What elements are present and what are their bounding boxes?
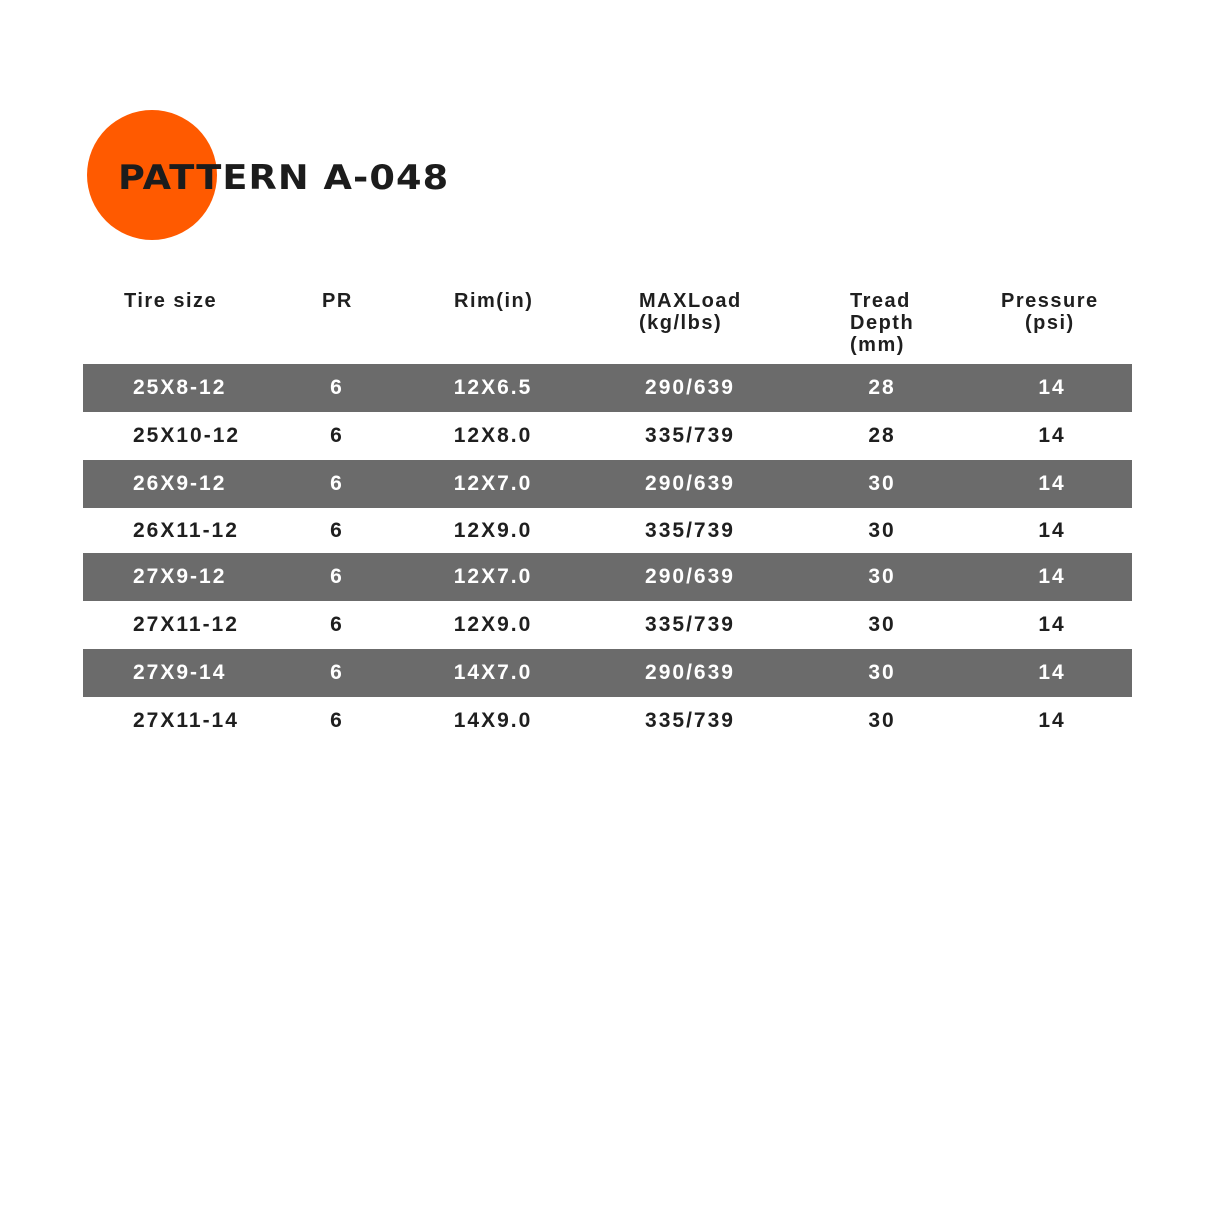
header-pressure: Pressure (psi) bbox=[1001, 290, 1099, 334]
cell-pr: 6 bbox=[330, 424, 344, 447]
spec-table bbox=[83, 364, 1132, 745]
cell-rim: 12X7.0 bbox=[453, 565, 533, 588]
table-row bbox=[83, 553, 1132, 601]
header-pr: PR bbox=[322, 290, 353, 312]
cell-tread-depth: 30 bbox=[868, 518, 896, 542]
table-row bbox=[83, 697, 1132, 745]
cell-tire-size: 27X11-12 bbox=[133, 613, 239, 636]
cell-pressure: 14 bbox=[1038, 661, 1066, 684]
cell-rim: 14X9.0 bbox=[453, 709, 533, 732]
cell-tread-depth: 30 bbox=[868, 709, 896, 732]
table-row bbox=[83, 649, 1132, 697]
table-row bbox=[83, 364, 1132, 412]
cell-max-load: 290/639 bbox=[645, 565, 735, 588]
cell-pressure: 14 bbox=[1038, 518, 1066, 542]
cell-rim: 12X6.5 bbox=[453, 376, 533, 399]
header-tread-depth: Tread Depth (mm) bbox=[850, 290, 915, 356]
cell-pressure: 14 bbox=[1038, 709, 1066, 732]
cell-tire-size: 27X9-12 bbox=[133, 565, 227, 588]
cell-max-load: 290/639 bbox=[645, 376, 735, 399]
cell-pr: 6 bbox=[330, 472, 344, 495]
cell-max-load: 335/739 bbox=[645, 424, 735, 447]
cell-pr: 6 bbox=[330, 518, 344, 542]
table-row bbox=[83, 412, 1132, 460]
table-row bbox=[83, 460, 1132, 508]
cell-tire-size: 27X9-14 bbox=[133, 661, 227, 684]
cell-max-load: 335/739 bbox=[645, 518, 735, 542]
cell-tread-depth: 30 bbox=[868, 565, 896, 588]
header-tire-size: Tire size bbox=[124, 290, 218, 312]
header-max-load: MAXLoad (kg/lbs) bbox=[639, 290, 742, 334]
page-title: PATTERN A-048 bbox=[118, 158, 450, 198]
cell-tire-size: 26X11-12 bbox=[133, 518, 239, 542]
cell-tire-size: 25X10-12 bbox=[133, 424, 241, 447]
cell-tire-size: 25X8-12 bbox=[133, 376, 227, 399]
cell-pressure: 14 bbox=[1038, 613, 1066, 636]
cell-pressure: 14 bbox=[1038, 424, 1066, 447]
cell-tire-size: 26X9-12 bbox=[133, 472, 227, 495]
cell-pr: 6 bbox=[330, 565, 344, 588]
cell-tread-depth: 28 bbox=[868, 424, 896, 447]
cell-tire-size: 27X11-14 bbox=[133, 709, 239, 732]
cell-pressure: 14 bbox=[1038, 376, 1066, 399]
table-row bbox=[83, 508, 1132, 553]
cell-tread-depth: 30 bbox=[868, 661, 896, 684]
cell-pr: 6 bbox=[330, 613, 344, 636]
cell-rim: 12X8.0 bbox=[453, 424, 533, 447]
cell-pressure: 14 bbox=[1038, 565, 1066, 588]
cell-pr: 6 bbox=[330, 376, 344, 399]
cell-tread-depth: 28 bbox=[868, 376, 896, 399]
cell-max-load: 335/739 bbox=[645, 613, 735, 636]
cell-tread-depth: 30 bbox=[868, 613, 896, 636]
cell-max-load: 290/639 bbox=[645, 472, 735, 495]
header-rim: Rim(in) bbox=[454, 290, 534, 312]
cell-rim: 12X9.0 bbox=[453, 518, 533, 542]
cell-rim: 14X7.0 bbox=[453, 661, 533, 684]
cell-rim: 12X7.0 bbox=[453, 472, 533, 495]
cell-rim: 12X9.0 bbox=[453, 613, 533, 636]
cell-pr: 6 bbox=[330, 661, 344, 684]
table-row bbox=[83, 601, 1132, 649]
cell-pr: 6 bbox=[330, 709, 344, 732]
cell-max-load: 290/639 bbox=[645, 661, 735, 684]
cell-max-load: 335/739 bbox=[645, 709, 735, 732]
cell-pressure: 14 bbox=[1038, 472, 1066, 495]
cell-tread-depth: 30 bbox=[868, 472, 896, 495]
